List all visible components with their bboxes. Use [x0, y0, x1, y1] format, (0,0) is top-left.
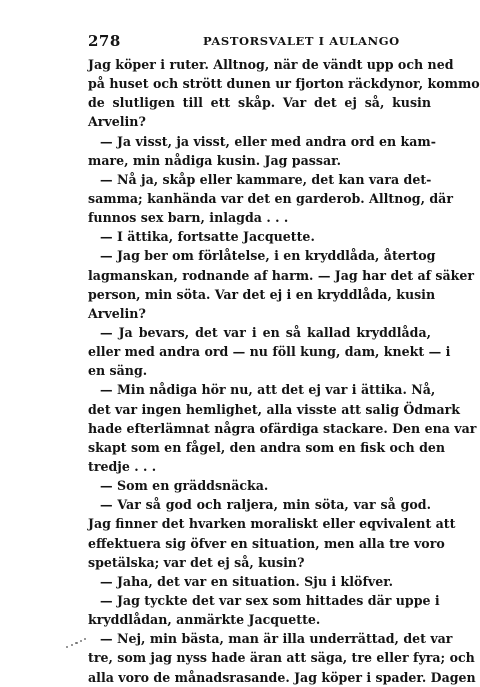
- text-line: — Nå ja, skåp eller kammare, det kan vara det-: [100, 171, 432, 187]
- text-line: funnos sex barn, inlagda . . .: [88, 210, 289, 226]
- text-line: Arvelin?: [88, 305, 146, 321]
- text-line: — Jag tyckte det var sex som hittades där uppe i: [100, 592, 440, 608]
- text-line: en säng.: [88, 363, 148, 379]
- text-line: Jag köper i ruter. Alltnog, när de vändt upp och ned: [88, 57, 454, 72]
- text-line: — Jag ber om förlåtelse, i en kryddlåda, återtog: [100, 248, 436, 264]
- text-line: lagmanskan, rodnande af harm. — Jag har det af säker: [88, 267, 475, 283]
- ink-smudge: [64, 638, 90, 650]
- body-text: [88, 55, 480, 687]
- text-line: skapt som en fågel, den andra som en fisk och den: [88, 439, 446, 455]
- text-line: — Jaha, det var en situation. Sju i klöfver.: [100, 573, 394, 589]
- running-title: PASTORSVALET I AULANGO: [203, 34, 400, 48]
- page-number: 278: [88, 32, 121, 50]
- text-line: Arvelin?: [88, 114, 146, 130]
- text-line: alla voro de månadsrasande. Jag köper i spader. Dagen: [88, 669, 476, 685]
- text-line: effektuera sig öfver en situation, men alla tre voro: [88, 535, 445, 551]
- text-line: tre, som jag nyss hade äran att säga, tre eller fyra; och: [88, 650, 475, 666]
- text-line: — Som en gräddsnäcka.: [100, 478, 269, 494]
- text-line: de slutligen till ett skåp. Var det ej så, kusin: [88, 95, 431, 111]
- text-line: — Ja bevars, det var i en så kallad kryddlåda,: [100, 324, 431, 340]
- page-header: [88, 32, 431, 50]
- text-line: spetälska; var det ej så, kusin?: [88, 554, 305, 570]
- ink-speck: [75, 642, 78, 644]
- ink-speck: [80, 640, 82, 642]
- text-line: kryddlådan, anmärkte Jacquette.: [88, 612, 321, 628]
- ink-speck: [66, 646, 68, 648]
- text-line: — Ja visst, ja visst, eller med andra ord en kam-: [100, 133, 436, 149]
- text-line: — I ättika, fortsatte Jacquette.: [100, 229, 315, 245]
- text-line: eller med andra ord — nu föll kung, dam, knekt — i: [88, 344, 451, 360]
- text-line: tredje . . .: [88, 458, 157, 474]
- text-line: — Nej, min bästa, man är illa underrättad, det var: [100, 631, 453, 647]
- text-line: — Var så god och raljera, min söta, var så god.: [100, 497, 431, 513]
- ink-speck: [71, 644, 73, 646]
- text-line: Jag finner det hvarken moraliskt eller eqvivalent att: [88, 516, 456, 532]
- text-line: person, min söta. Var det ej i en kryddlåda, kusin: [88, 286, 436, 302]
- text-line: — Min nådiga hör nu, att det ej var i ättika. Nå,: [100, 382, 436, 398]
- text-line: på huset och strött dunen ur fjorton räckdynor, kommo: [88, 76, 480, 92]
- text-line: mare, min nådiga kusin. Jag passar.: [88, 152, 341, 168]
- text-line: samma; kanhända var det en garderob. Alltnog, där: [88, 190, 453, 206]
- ink-speck: [84, 638, 86, 640]
- text-line: det var ingen hemlighet, alla visste att salig Ödmark: [88, 401, 461, 417]
- text-line: hade efterlämnat några ofärdiga stackare. Den ena var: [88, 420, 477, 436]
